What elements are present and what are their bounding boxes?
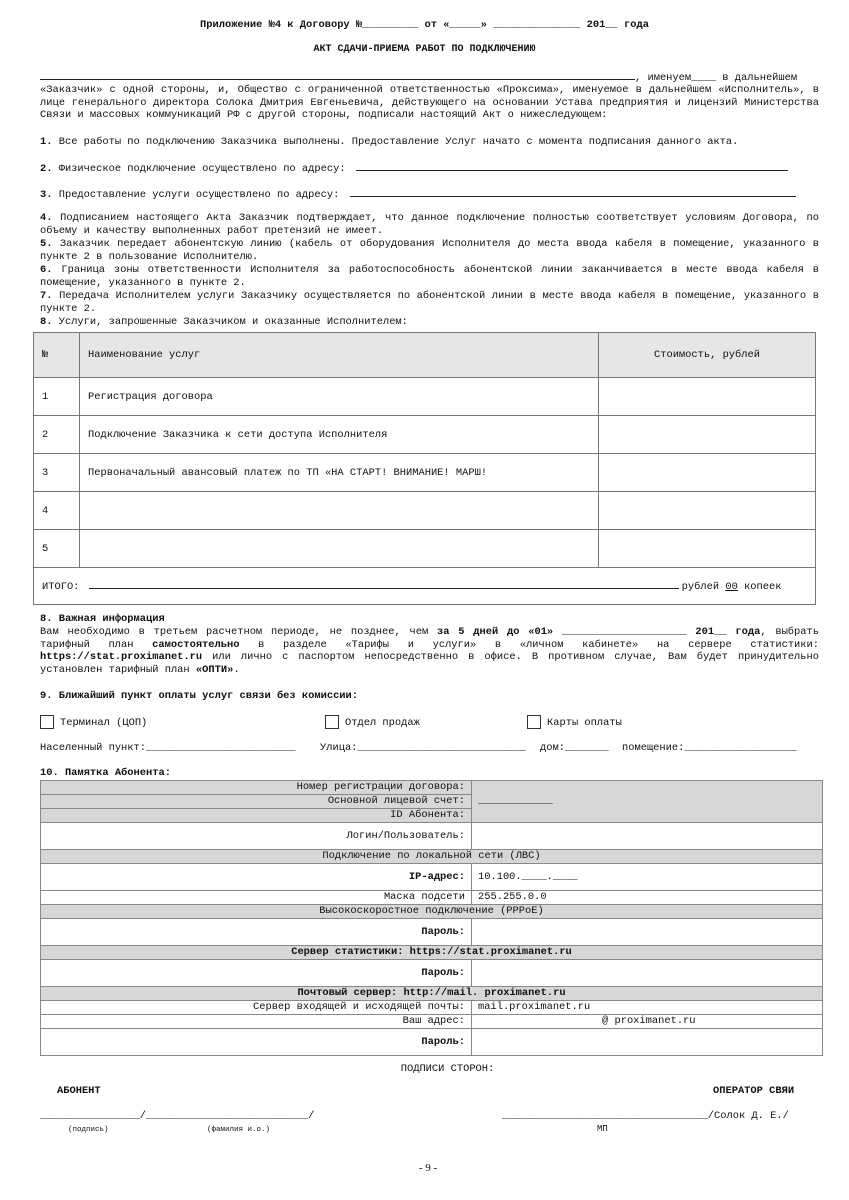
row-cost-cell[interactable] [599, 492, 816, 530]
row-name[interactable] [80, 492, 599, 530]
mask-label: Маска подсети [41, 891, 472, 905]
email-address-value[interactable]: @ proximanet.ru [472, 1015, 823, 1029]
table-row [34, 416, 816, 454]
customer-name-field[interactable] [40, 70, 635, 80]
signatures-title: ПОДПИСИ СТОРОН: [400, 1063, 495, 1075]
reg-number-label: Номер регистрации договора: [41, 781, 472, 795]
name-caption: (фамилия и.о.) [207, 1126, 271, 1134]
row-name: Регистрация договора [80, 378, 599, 416]
service-address-field[interactable] [350, 187, 796, 197]
item-2: 2. Физическое подключение осуществлено по адресу: [40, 161, 820, 175]
page-number: - 9 - [418, 1162, 438, 1174]
pppoe-section-header: Высокоскоростное подключение (PPPoE) [41, 905, 823, 919]
total-rub-label: рублей [681, 581, 726, 593]
table-row [34, 492, 816, 530]
lan-section-header: Подключение по локальной сети (ЛВС) [41, 850, 823, 864]
login-value[interactable] [472, 823, 823, 850]
table-row [34, 454, 816, 492]
account-label: Основной лицевой счет: [41, 795, 472, 809]
item-8: 8. Услуги, запрошенные Заказчиком и оказанные Исполнителем: [40, 316, 408, 328]
checkbox-sales[interactable] [325, 715, 339, 729]
ip-label: IP-адрес: [41, 864, 472, 891]
total-amount-field[interactable] [89, 579, 679, 589]
row-num: 5 [34, 530, 80, 568]
connection-address-field[interactable] [356, 161, 788, 171]
item-5: 5. Заказчик передает абонентскую линию (кабель от оборудования Исполнителя до места ввода кабеля в помещение, указанного в пункте 2 в пользование Исполнителю. [40, 238, 819, 263]
intro-first-line: , именуем____ в дальнейшем [40, 70, 820, 84]
row-cost-cell[interactable] [599, 454, 816, 492]
account-value[interactable]: ____________ [472, 781, 823, 823]
mail-server-header: Почтовый сервер: http://mail. proximanet.ru [41, 987, 823, 1001]
row-cost-cell[interactable] [599, 530, 816, 568]
item-1: 1. Все работы по подключению Заказчика выполнены. Предоставление Услуг начато с момента подписания данного акта. [40, 136, 739, 148]
total-label: ИТОГО: [42, 581, 80, 593]
table-row [34, 378, 816, 416]
checkbox-terminal[interactable] [40, 715, 54, 729]
row-name[interactable] [80, 530, 599, 568]
signature-caption: (подпись) [68, 1126, 109, 1134]
option-terminal[interactable] [40, 715, 147, 729]
subscriber-label: АБОНЕНТ [57, 1085, 101, 1097]
checkbox-cards[interactable] [527, 715, 541, 729]
mail-password-label: Пароль: [41, 1029, 472, 1056]
row-num: 4 [34, 492, 80, 530]
table-header-row [34, 333, 816, 378]
stat-password-value[interactable] [472, 960, 823, 987]
option-terminal-label: Терминал (ЦОП) [60, 716, 148, 729]
item-7: 7. Передача Исполнителем услуги Заказчику осуществляется по абонентской линии в месте ввода кабеля в помещение, указанного в пункте 2. [40, 290, 819, 315]
row-name: Подключение Заказчика к сети доступа Исполнителя [80, 416, 599, 454]
payment-title: 9. Ближайший пункт оплаты услуг связи без комиссии: [40, 690, 359, 702]
stat-password-label: Пароль: [41, 960, 472, 987]
important-title: 8. Важная информация [40, 613, 165, 625]
appendix-header: Приложение №4 к Договору №_________ от «_____» ______________ 201__ года [200, 19, 649, 31]
item-4: 4. Подписанием настоящего Акта Заказчик подтверждает, что данное подключение полностью соответствует условиям Договора, по объему и качеству выполненных работ претензий не имеет. [40, 212, 819, 237]
room-field[interactable]: помещение:__________________ [622, 742, 797, 754]
subscriber-id-label: ID Абонента: [41, 809, 472, 823]
stamp-place-caption: МП [597, 1124, 608, 1134]
pppoe-password-value[interactable] [472, 919, 823, 946]
city-field[interactable]: Населенный пункт:________________________ [40, 742, 296, 754]
row-cost-cell[interactable] [599, 378, 816, 416]
email-address-label: Ваш адрес: [41, 1015, 472, 1029]
operator-signature-line[interactable]: _________________________________/Солок Д. Е./ [502, 1110, 789, 1122]
total-kopeck-value: 00 [725, 581, 738, 593]
item-3: 3. Предоставление услуги осуществлено по адресу: [40, 187, 820, 201]
row-cost-cell[interactable] [599, 416, 816, 454]
street-field[interactable]: Улица:___________________________ [320, 742, 526, 754]
memo-title: 10. Памятка Абонента: [40, 767, 171, 779]
table-row [34, 530, 816, 568]
option-cards-label: Карты оплаты [547, 716, 622, 729]
mask-value: 255.255.0.0 [472, 891, 823, 905]
memo-table [40, 780, 823, 1056]
option-sales-label: Отдел продаж [345, 716, 420, 729]
document-title: АКТ СДАЧИ-ПРИЕМА РАБОТ ПО ПОДКЛЮЧЕНИЮ [313, 44, 536, 55]
mail-server-label: Сервер входящей и исходящей почты: [41, 1001, 472, 1015]
mail-password-value[interactable] [472, 1029, 823, 1056]
ip-value[interactable]: 10.100.____.____ [472, 864, 823, 891]
total-kopeck-label: копеек [737, 581, 782, 593]
col-cost-header: Стоимость, рублей [599, 333, 816, 378]
total-row [34, 568, 816, 605]
subscriber-signature-line[interactable]: ________________/__________________________/ [40, 1110, 315, 1122]
house-field[interactable]: дом:_______ [540, 742, 609, 754]
row-name: Первоначальный авансовый платеж по ТП «НА СТАРТ! ВНИМАНИЕ! МАРШ! [80, 454, 599, 492]
row-num: 2 [34, 416, 80, 454]
intro-paragraph: «Заказчик» с одной стороны, и, Общество с ограниченной ответственностью «Проксима», именуемое в дальнейшем «Исполнитель», в лице генерального директора Солока Дмитрия Евгеньевича, действующего на основании Устава предприятия и лицензий Министерства Связи и массовых коммуникаций РФ с другой стороны, подписали настоящий Акт о нижеследующем: [40, 84, 819, 122]
col-num-header: № [34, 333, 80, 378]
login-label: Логин/Пользователь: [41, 823, 472, 850]
row-num: 3 [34, 454, 80, 492]
important-text: Вам необходимо в третьем расчетном периоде, не позднее, чем за 5 дней до «01» ____________________ 201__ года, выбрать тарифный план самостоятельно в разделе «Тарифы и услуги» в «личном кабинете» на сервере статистики: https://stat.proximanet.ru или лично с паспортом непосредственно в офисе. В противном случае, Вам будет принудительно установлен тарифный план «ОПТИ». [40, 626, 819, 676]
pppoe-password-label: Пароль: [41, 919, 472, 946]
option-cards[interactable] [527, 715, 622, 729]
mail-server-value: mail.proximanet.ru [472, 1001, 823, 1015]
total-cell [34, 568, 816, 605]
operator-label: ОПЕРАТОР СВЯИ [713, 1085, 795, 1097]
stat-server-header: Сервер статистики: https://stat.proximanet.ru [41, 946, 823, 960]
col-name-header: Наименование услуг [80, 333, 599, 378]
row-num: 1 [34, 378, 80, 416]
option-sales[interactable] [325, 715, 420, 729]
services-table [33, 332, 816, 605]
item-6: 6. Граница зоны ответственности Исполнителя за работоспособность абонентской линии заканчивается в месте ввода кабеля в помещение, указанного в пункте 2. [40, 264, 819, 289]
